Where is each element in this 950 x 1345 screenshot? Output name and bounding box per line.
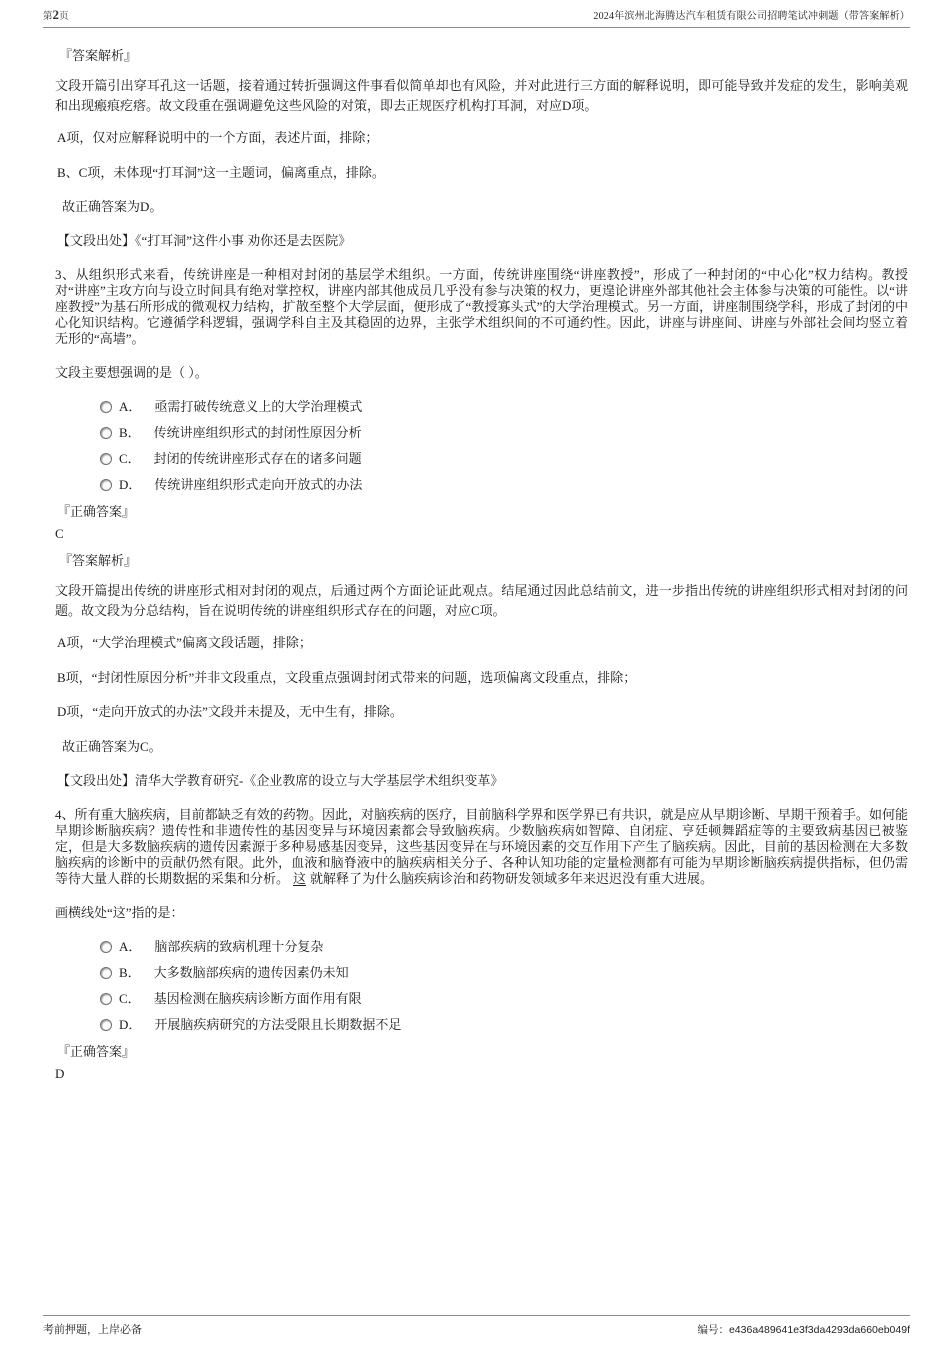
page-number-suffix: 页 <box>59 12 69 22</box>
option-text: 亟需打破传统意义上的大学治理模式 <box>154 399 363 414</box>
q3-options <box>100 398 908 494</box>
page-number-value: 2 <box>52 7 60 22</box>
option-text: 开展脑疾病研究的方法受限且长期数据不足 <box>154 1016 402 1032</box>
footer-divider <box>43 1315 910 1316</box>
option-letter: D． <box>119 477 142 492</box>
q2-note-bc: B、C项，未体现“打耳洞”这一主题词，偏离重点，排除。 <box>57 164 385 180</box>
q3-note-b: B项，“封闭性原因分析”并非文段重点，文段重点强调封闭式带来的问题，选项偏离文段重点，排除； <box>57 669 637 685</box>
option-letter: D． <box>119 1016 142 1032</box>
q3-note-a: A项，“大学治理模式”偏离文段话题，排除； <box>57 635 312 650</box>
q2-note-a: A项，仅对应解释说明中的一个方面，表述片面，排除； <box>57 130 379 145</box>
q3-option-a <box>100 398 908 416</box>
option-text: 传统讲座组织形式的封闭性原因分析 <box>153 425 362 440</box>
q3-analysis-heading: 『答案解析』 <box>59 553 138 568</box>
q4-underlined-ref: 这 <box>293 870 307 886</box>
page-header <box>43 7 910 23</box>
q2-analysis-heading: 『答案解析』 <box>59 48 138 63</box>
document-title: 2024年滨州北海腾达汽车租赁有限公司招聘笔试冲刺题（带答案解析） <box>593 11 910 22</box>
option-text: 脑部疾病的致病机理十分复杂 <box>154 938 324 954</box>
footer-serial-number: 编号：e436a489641e3f3da4293da660eb049f <box>697 1324 910 1336</box>
option-text: 传统讲座组织形式走向开放式的办法 <box>154 477 363 492</box>
q3-option-d <box>100 476 908 494</box>
option-letter: A． <box>119 938 142 954</box>
q3-question: 文段主要想强调的是（ ）。 <box>55 365 208 380</box>
radio-button[interactable] <box>100 941 112 953</box>
q4-correct-answer-heading: 『正确答案』 <box>57 1043 136 1059</box>
option-letter: A． <box>119 399 142 414</box>
option-text: 大多数脑部疾病的遗传因素仍未知 <box>153 964 349 980</box>
q3-correct-answer-heading: 『正确答案』 <box>57 504 136 519</box>
q3-option-b <box>100 424 908 442</box>
q4-stem-after: 就解释了为什么脑疾病诊治和药物研发领域多年来迟迟没有重大进展。 <box>310 870 714 886</box>
q4-option-a <box>100 938 908 956</box>
radio-button[interactable] <box>100 453 112 465</box>
q4-option-c <box>100 990 908 1008</box>
page-number <box>43 7 69 23</box>
radio-button[interactable] <box>100 479 112 491</box>
q3-source: 【文段出处】清华大学教育研究-《企业教席的设立与大学基层学术组织变革》 <box>57 772 504 788</box>
document-content <box>55 46 908 1091</box>
q4-stem-before: 4、所有重大脑疾病，目前都缺乏有效的药物。因此，对脑疾病的医疗，目前脑科学界和医学界已有共识，就是应从早期诊断、早期干预着手。如何能早期诊断脑疾病？遗传性和非遗传性的基因变异与环境因素都会导致脑疾病。少数脑疾病如智障、自闭症、亨廷顿舞蹈症等的主要致病基因已被鉴定，但是大多数脑疾病的遗传因素源于多种易感基因变异，这些基因变异在与环境因素的交互作用下产生了脑疾病。因此，目前的基因检测在大多数脑疾病的诊断中的贡献仍然有限。此外，血液和脑脊液中的脑疾病相关分子、各种认知功能的定量检测都有可能为早期诊断脑疾病提供指标，但仍需等待大量人群的长期数据的采集和分析。 <box>55 806 908 886</box>
option-letter: C． <box>119 451 141 466</box>
q3-conclusion: 故正确答案为C。 <box>62 738 162 754</box>
radio-button[interactable] <box>100 427 112 439</box>
q3-note-d: D项，“走向开放式的办法”文段并未提及，无中生有，排除。 <box>57 704 403 719</box>
radio-button[interactable] <box>100 967 112 979</box>
radio-button[interactable] <box>100 993 112 1005</box>
q3-stem: 3、从组织形式来看，传统讲座是一种相对封闭的基层学术组织。一方面，传统讲座围绕“讲座教授”，形成了一种封闭的“中心化”权力结构。教授对“讲座”主攻方向与设立时间具有绝对掌控权，讲座内部其他成员几乎没有参与决策的权力，更遑论讲座外部其他社会主体参与决策的可能性。以“讲座教授”为基石所形成的微观权力结构，扩散至整个大学层面，便形成了“教授寡头式”的大学治理模式。另一方面，讲座制围绕学科，形成了封闭的中心化知识结构。它遵循学科逻辑，强调学科自主及其稳固的边界，主张学术组织间的不可通约性。因此，讲座与讲座间、讲座与外部社会间均竖立着无形的“高墙”。 <box>55 267 908 346</box>
q2-conclusion: 故正确答案为D。 <box>62 199 163 214</box>
q4-question: 画横线处“这”指的是： <box>55 904 184 920</box>
q3-analysis-paragraph: 文段开篇提出传统的讲座形式相对封闭的观点，后通过两个方面论证此观点。结尾通过因此总结前文，进一步指出传统的讲座组织形式相对封闭的问题。故文段为分总结构，旨在说明传统的讲座组织形式存在的问题，对应C项。 <box>55 583 908 618</box>
q4-stem <box>55 807 908 887</box>
header-divider <box>43 27 910 28</box>
option-letter: B． <box>119 964 141 980</box>
q4-option-b <box>100 964 908 982</box>
option-letter: B． <box>119 425 141 440</box>
q3-option-c <box>100 450 908 468</box>
footer-slogan: 考前押题，上岸必备 <box>43 1324 142 1336</box>
option-letter: C． <box>119 990 141 1006</box>
radio-button[interactable] <box>100 1019 112 1031</box>
page-number-prefix: 第 <box>43 12 53 22</box>
q2-source: 【文段出处】《“打耳洞”这件小事 劝你还是去医院》 <box>57 233 352 248</box>
radio-button[interactable] <box>100 401 112 413</box>
q4-options <box>100 938 908 1034</box>
q2-analysis-paragraph: 文段开篇引出穿耳孔这一话题，接着通过转折强调这件事看似简单却也有风险，并对此进行三方面的解释说明，即可能导致并发症的发生，影响美观和出现瘢痕疙瘩。故文段重在强调避免这些风险的对策，即去正规医疗机构打耳洞，对应D项。 <box>55 78 908 113</box>
q4-correct-answer: D <box>55 1065 65 1081</box>
option-text: 封闭的传统讲座形式存在的诸多问题 <box>153 451 362 466</box>
option-text: 基因检测在脑疾病诊断方面作用有限 <box>153 990 362 1006</box>
page-footer <box>43 1321 910 1337</box>
q4-option-d <box>100 1016 908 1034</box>
q3-correct-answer: C <box>55 526 64 541</box>
